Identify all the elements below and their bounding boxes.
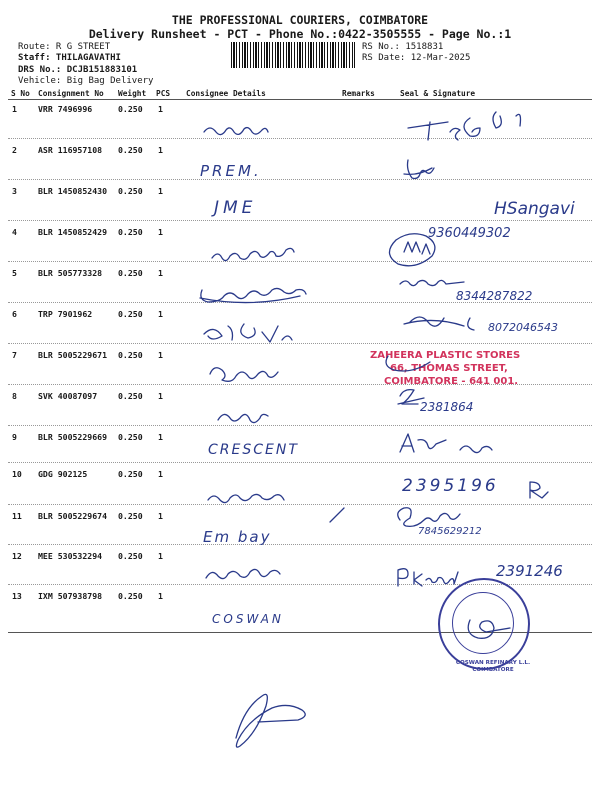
- row-consignment: MEE 530532294: [38, 551, 103, 561]
- handwritten-phone: 2381864: [420, 400, 474, 414]
- handwritten-phone: 2391246: [496, 562, 563, 580]
- row-sno: 4: [12, 227, 17, 237]
- row-sno: 11: [12, 511, 22, 521]
- drs-label: DRS No.: DCJB151883101: [18, 65, 138, 75]
- handwritten-phone: 7845629212: [418, 526, 482, 537]
- row-pcs: 1: [158, 551, 163, 561]
- handwritten-consignee: COSWAN: [212, 612, 284, 626]
- row-consignment: GDG 902125: [38, 469, 88, 479]
- col-consignment: Consignment No: [38, 89, 104, 98]
- handwritten-phone: 8072046543: [488, 321, 558, 334]
- row-sno: 8: [12, 391, 17, 401]
- row-pcs: 1: [158, 268, 163, 278]
- row-pcs: 1: [158, 591, 163, 601]
- row-pcs: 1: [158, 104, 163, 114]
- staff-label: Staff: THILAGAVATHI: [18, 53, 121, 63]
- row-pcs: 1: [158, 350, 163, 360]
- row-consignment: BLR 1450852430: [38, 186, 108, 196]
- row-weight: 0.250: [118, 227, 143, 237]
- row-weight: 0.250: [118, 511, 143, 521]
- row-consignment: TRP 7901962: [38, 309, 93, 319]
- row-sno: 3: [12, 186, 17, 196]
- row-pcs: 1: [158, 145, 163, 155]
- col-pcs: PCS: [156, 89, 171, 98]
- row-consignment: SVK 40087097: [38, 391, 98, 401]
- stamp-line: ZAHEERA PLASTIC STORES: [370, 350, 521, 361]
- row-sno: 13: [12, 591, 22, 601]
- handwritten-consignee: JME: [214, 198, 257, 218]
- row-sno: 7: [12, 350, 17, 360]
- row-weight: 0.250: [118, 309, 143, 319]
- stamp-line: 66, THOMAS STREET,: [390, 363, 508, 374]
- runsheet-subtitle: Delivery Runsheet - PCT - Phone No.:0422-3505555 - Page No.:1: [88, 27, 512, 41]
- col-weight: Weight: [118, 89, 147, 98]
- coswan-seal-text: COSWAN REFINARY L.L. COIMBATORE: [455, 660, 531, 673]
- row-pcs: 1: [158, 432, 163, 442]
- row-sno: 6: [12, 309, 17, 319]
- stamp-line: COIMBATORE - 641 001.: [384, 376, 519, 387]
- row-consignment: BLR 505773328: [38, 268, 103, 278]
- row-weight: 0.250: [118, 391, 143, 401]
- handwritten-phone: 9360449302: [428, 226, 511, 241]
- row-pcs: 1: [158, 469, 163, 479]
- company-title: THE PROFESSIONAL COURIERS, COIMBATORE: [171, 13, 429, 27]
- row-weight: 0.250: [118, 551, 143, 561]
- row-sno: 2: [12, 145, 17, 155]
- row-pcs: 1: [158, 227, 163, 237]
- handwritten-signature: HSangavi: [494, 199, 575, 219]
- handwritten-phone: 2395196: [402, 476, 499, 496]
- row-weight: 0.250: [118, 469, 143, 479]
- rs-number: RS No.: 1518831: [362, 42, 444, 52]
- row-weight: 0.250: [118, 145, 143, 155]
- row-sno: 1: [12, 104, 17, 114]
- row-consignment: BLR 1450852429: [38, 227, 108, 237]
- route-label: Route: R G STREET: [18, 42, 111, 52]
- row-weight: 0.250: [118, 350, 143, 360]
- row-consignment: BLR 5005229671: [38, 350, 108, 360]
- row-sno: 10: [12, 469, 22, 479]
- col-seal: Seal & Signature: [400, 89, 476, 98]
- row-consignment: BLR 5005229674: [38, 511, 108, 521]
- row-sno: 5: [12, 268, 17, 278]
- row-consignment: IXM 507938798: [38, 591, 103, 601]
- row-consignment: BLR 5005229669: [38, 432, 108, 442]
- rs-date: RS Date: 12-Mar-2025: [362, 53, 471, 63]
- row-weight: 0.250: [118, 268, 143, 278]
- row-consignment: ASR 116957108: [38, 145, 103, 155]
- row-pcs: 1: [158, 309, 163, 319]
- row-consignment: VRR 7496996: [38, 104, 93, 114]
- handwritten-consignee: PREM.: [200, 162, 262, 180]
- row-weight: 0.250: [118, 432, 143, 442]
- row-weight: 0.250: [118, 591, 143, 601]
- handwritten-consignee: CRESCENT: [208, 442, 299, 458]
- row-pcs: 1: [158, 511, 163, 521]
- handwritten-consignee: Em bay: [203, 528, 272, 546]
- vehicle-label: Vehicle: Big Bag Delivery: [18, 76, 154, 86]
- row-weight: 0.250: [118, 186, 143, 196]
- col-consignee: Consignee Details: [186, 89, 266, 98]
- row-pcs: 1: [158, 186, 163, 196]
- row-pcs: 1: [158, 391, 163, 401]
- row-weight: 0.250: [118, 104, 143, 114]
- col-remarks: Remarks: [342, 89, 375, 98]
- row-sno: 9: [12, 432, 17, 442]
- row-sno: 12: [12, 551, 22, 561]
- handwritten-phone: 8344287822: [456, 289, 533, 303]
- col-sno: S No: [11, 89, 30, 98]
